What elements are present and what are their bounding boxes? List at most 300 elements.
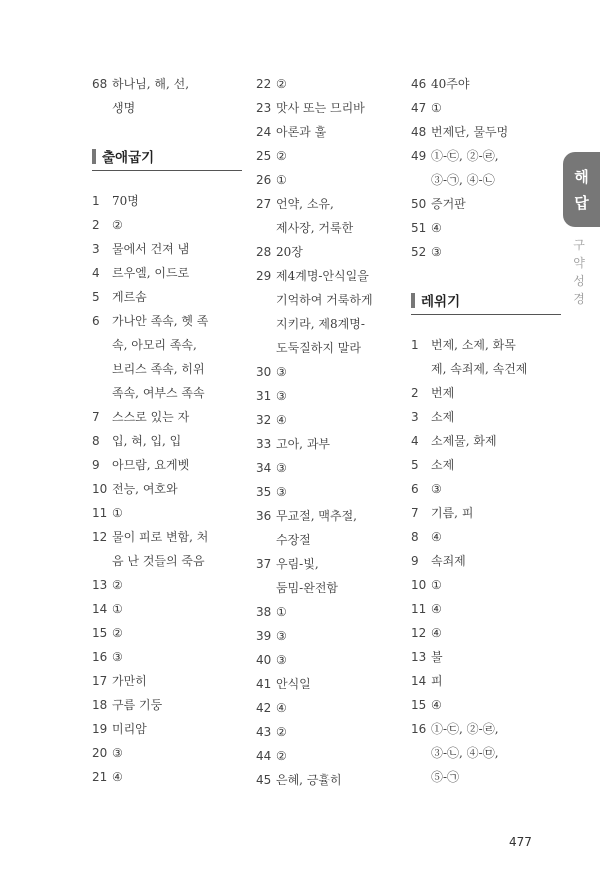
- answer-entry: [256, 192, 406, 240]
- answer-entry: [92, 189, 242, 213]
- answer-text: [112, 213, 242, 237]
- answer-entry: [256, 72, 406, 96]
- answer-text: [276, 96, 406, 120]
- question-number: 9: [92, 458, 100, 472]
- answer-text: [431, 501, 561, 525]
- answer-line: 지키라, 제8계명-: [276, 317, 365, 331]
- answer-line: 소제: [431, 458, 455, 472]
- answer-line: 물에서 건져 냄: [112, 242, 190, 256]
- answer-text: [431, 645, 561, 669]
- answer-line: 속죄제: [431, 554, 466, 568]
- answer-entry: [92, 72, 242, 120]
- answer-text: [112, 645, 242, 669]
- side-caption-old-testament: [569, 236, 589, 308]
- answer-line: 전능, 여호와: [112, 482, 178, 496]
- answer-text: [431, 216, 561, 240]
- answer-text: [276, 408, 406, 432]
- answer-line: 은혜, 긍휼히: [276, 773, 342, 787]
- answer-text: [276, 384, 406, 408]
- answer-line: ③: [276, 389, 287, 403]
- question-number: 40: [256, 653, 272, 667]
- answer-entry: [256, 240, 406, 264]
- answer-text: [276, 552, 406, 600]
- answer-entry: [411, 693, 561, 717]
- question-number: 32: [256, 413, 272, 427]
- question-number: 20: [92, 746, 108, 760]
- question-number: 14: [92, 602, 108, 616]
- question-number: 2: [411, 386, 419, 400]
- answer-text: [431, 96, 561, 120]
- question-number: 5: [411, 458, 419, 472]
- section-tab-char: 답: [574, 194, 589, 212]
- answer-text: [431, 72, 561, 96]
- answer-line: 구름 기둥: [112, 698, 163, 712]
- section-heading-title: 레위기: [421, 294, 461, 310]
- answer-entry: [256, 432, 406, 456]
- answer-line: 피: [431, 674, 443, 688]
- question-number: 41: [256, 677, 272, 691]
- question-number: 36: [256, 509, 272, 523]
- question-number: 10: [92, 482, 108, 496]
- answer-line: 제, 속죄제, 속건제: [431, 362, 528, 376]
- answer-line: 70명: [112, 194, 139, 208]
- answer-entry: [256, 720, 406, 744]
- answer-line: 속, 아모리 족속,: [112, 338, 197, 352]
- question-number: 29: [256, 269, 272, 283]
- question-number: 68: [92, 77, 108, 91]
- question-number: 31: [256, 389, 272, 403]
- answer-line: ③: [276, 461, 287, 475]
- answer-text: [276, 72, 406, 96]
- answer-text: [431, 429, 561, 453]
- answer-line: 고아, 과부: [276, 437, 330, 451]
- answer-line: ④: [431, 626, 442, 640]
- question-number: 35: [256, 485, 272, 499]
- answer-text: [431, 144, 561, 192]
- answer-text: [276, 120, 406, 144]
- answer-line: 물이 피로 변함, 처: [112, 530, 209, 544]
- answer-line: ③: [112, 650, 123, 664]
- answer-entry: [411, 72, 561, 96]
- answer-column-3: [411, 72, 561, 789]
- answer-entry: [256, 624, 406, 648]
- answer-line: 스스로 있는 자: [112, 410, 190, 424]
- answer-text: [276, 720, 406, 744]
- answer-text: [431, 621, 561, 645]
- answer-line: ②: [112, 578, 123, 592]
- answer-line: 소제물, 화제: [431, 434, 497, 448]
- answer-entry: [411, 645, 561, 669]
- question-number: 10: [411, 578, 427, 592]
- answer-line: 번제: [431, 386, 455, 400]
- answer-entry: [92, 621, 242, 645]
- answer-entry: [411, 477, 561, 501]
- answer-entry: [92, 765, 242, 789]
- answer-entry: [256, 360, 406, 384]
- question-number: 37: [256, 557, 272, 571]
- answer-text: [431, 477, 561, 501]
- answer-line: 게르솜: [112, 290, 147, 304]
- answer-entry: [256, 456, 406, 480]
- heading-marker-bar: [411, 293, 415, 308]
- answer-line: ④: [431, 698, 442, 712]
- answer-line: ①: [276, 173, 287, 187]
- answer-text: [276, 240, 406, 264]
- question-number: 15: [92, 626, 108, 640]
- question-number: 12: [411, 626, 427, 640]
- answer-line: 번제, 소제, 화목: [431, 338, 516, 352]
- question-number: 38: [256, 605, 272, 619]
- answer-line: ⑤-㉠: [431, 770, 460, 784]
- answer-text: [112, 525, 242, 573]
- answer-line: ①: [431, 101, 442, 115]
- question-number: 50: [411, 197, 427, 211]
- answer-entry: [411, 573, 561, 597]
- answer-line: ③-㉠, ④-㉡: [431, 173, 495, 187]
- answer-line: ①: [112, 506, 123, 520]
- question-number: 23: [256, 101, 272, 115]
- answer-text: [431, 333, 561, 381]
- question-number: 6: [92, 314, 100, 328]
- question-number: 7: [411, 506, 419, 520]
- answer-entry: [256, 600, 406, 624]
- answer-line: 수장절: [276, 533, 311, 547]
- answer-entry: [411, 240, 561, 264]
- answer-text: [276, 432, 406, 456]
- answer-text: [276, 480, 406, 504]
- answer-line: 제4계명-안식일을: [276, 269, 369, 283]
- answer-text: [276, 168, 406, 192]
- answer-line: ③: [276, 485, 287, 499]
- answer-text: [431, 240, 561, 264]
- answer-text: [276, 264, 406, 360]
- question-number: 22: [256, 77, 272, 91]
- answer-entry: [256, 648, 406, 672]
- answer-text: [431, 192, 561, 216]
- answer-entry: [411, 597, 561, 621]
- question-number: 51: [411, 221, 427, 235]
- answer-entry: [92, 501, 242, 525]
- answer-text: [431, 693, 561, 717]
- question-number: 2: [92, 218, 100, 232]
- answer-entry: [92, 309, 242, 405]
- question-number: 8: [411, 530, 419, 544]
- answer-text: [112, 285, 242, 309]
- answer-entry: [411, 453, 561, 477]
- answer-text: [112, 573, 242, 597]
- section-heading-title: 출애굽기: [102, 150, 155, 166]
- answer-text: [276, 744, 406, 768]
- answer-line: ②: [276, 749, 287, 763]
- answer-line: 20장: [276, 245, 303, 259]
- page-number: 477: [509, 835, 532, 849]
- answer-line: 안식일: [276, 677, 311, 691]
- answer-text: [431, 453, 561, 477]
- answer-entry: [256, 408, 406, 432]
- answer-line: ④: [431, 530, 442, 544]
- side-caption-char: 약: [573, 256, 585, 270]
- question-number: 8: [92, 434, 100, 448]
- question-number: 49: [411, 149, 427, 163]
- answer-text: [276, 648, 406, 672]
- answer-text: [431, 525, 561, 549]
- answer-entry: [92, 645, 242, 669]
- answer-entry: [256, 144, 406, 168]
- answer-line: 음 난 것들의 죽음: [112, 554, 205, 568]
- answer-entry: [92, 741, 242, 765]
- answer-entry: [411, 144, 561, 192]
- section-tab-char: 해: [574, 168, 589, 186]
- answer-entry: [411, 192, 561, 216]
- answer-line: ①: [112, 602, 123, 616]
- answer-line: ①-㉢, ②-㉣,: [431, 722, 499, 736]
- answer-entry: [411, 525, 561, 549]
- answer-entry: [411, 405, 561, 429]
- answer-text: [431, 717, 561, 789]
- answer-line: ③: [431, 482, 442, 496]
- answer-text: [276, 504, 406, 552]
- answer-entry: [256, 384, 406, 408]
- answer-line: 가나안 족속, 헷 족: [112, 314, 209, 328]
- answer-text: [276, 456, 406, 480]
- answer-line: ②: [276, 77, 287, 91]
- answer-text: [112, 477, 242, 501]
- question-number: 39: [256, 629, 272, 643]
- answer-entry: [411, 333, 561, 381]
- answer-entry: [92, 285, 242, 309]
- answer-text: [112, 597, 242, 621]
- answer-line: 가만히: [112, 674, 147, 688]
- answer-entry: [411, 429, 561, 453]
- answer-text: [276, 192, 406, 240]
- answer-entry: [411, 669, 561, 693]
- answer-line: 족속, 여부스 족속: [112, 386, 205, 400]
- answer-line: 생명: [112, 101, 136, 115]
- question-number: 26: [256, 173, 272, 187]
- answer-entry: [92, 477, 242, 501]
- answer-entry: [411, 96, 561, 120]
- answer-text: [112, 669, 242, 693]
- answer-entry: [411, 621, 561, 645]
- question-number: 48: [411, 125, 427, 139]
- answer-line: 아므람, 요게벳: [112, 458, 190, 472]
- answer-entry: [256, 480, 406, 504]
- question-number: 27: [256, 197, 272, 211]
- answer-line: 40주야: [431, 77, 470, 91]
- answer-text: [431, 573, 561, 597]
- answer-text: [276, 672, 406, 696]
- question-number: 9: [411, 554, 419, 568]
- question-number: 33: [256, 437, 272, 451]
- question-number: 52: [411, 245, 427, 259]
- answer-entry: [256, 552, 406, 600]
- heading-marker-bar: [92, 149, 96, 164]
- answer-text: [431, 669, 561, 693]
- question-number: 7: [92, 410, 100, 424]
- side-caption-char: 성: [573, 274, 585, 288]
- question-number: 11: [92, 506, 108, 520]
- answer-entry: [411, 216, 561, 240]
- answer-line: 우림-빛,: [276, 557, 319, 571]
- question-number: 6: [411, 482, 419, 496]
- answer-entry: [256, 768, 406, 792]
- answer-column-2: [256, 72, 406, 792]
- answer-entry: [256, 504, 406, 552]
- answer-entry: [92, 453, 242, 477]
- question-number: 43: [256, 725, 272, 739]
- answer-entry: [92, 573, 242, 597]
- question-number: 1: [92, 194, 100, 208]
- question-number: 15: [411, 698, 427, 712]
- question-number: 47: [411, 101, 427, 115]
- question-number: 5: [92, 290, 100, 304]
- answer-text: [112, 717, 242, 741]
- answer-entry: [256, 120, 406, 144]
- answer-text: [112, 72, 242, 120]
- answer-line: 소제: [431, 410, 455, 424]
- answer-entry: [92, 597, 242, 621]
- answer-line: 맛사 또는 므리바: [276, 101, 365, 115]
- answer-line: 무교절, 맥추절,: [276, 509, 357, 523]
- section-heading: [92, 142, 242, 171]
- answer-entry: [411, 717, 561, 789]
- answer-entry: [92, 669, 242, 693]
- answer-line: ④: [431, 602, 442, 616]
- answer-line: ③: [276, 653, 287, 667]
- answer-line: ④: [431, 221, 442, 235]
- answer-entry: [92, 717, 242, 741]
- answer-entry: [256, 696, 406, 720]
- answer-entry: [92, 525, 242, 573]
- answer-line: 입, 혀, 입, 입: [112, 434, 182, 448]
- answer-line: 미리암: [112, 722, 147, 736]
- answer-line: ②: [112, 218, 123, 232]
- section-heading: [411, 286, 561, 315]
- answer-entry: [92, 237, 242, 261]
- answer-line: ③-㉡, ④-㉤,: [431, 746, 499, 760]
- answer-text: [276, 768, 406, 792]
- question-number: 3: [92, 242, 100, 256]
- answer-line: ③: [276, 365, 287, 379]
- answer-entry: [92, 261, 242, 285]
- side-caption-char: 경: [573, 292, 585, 306]
- question-number: 13: [411, 650, 427, 664]
- question-number: 18: [92, 698, 108, 712]
- answer-line: ②: [276, 725, 287, 739]
- question-number: 11: [411, 602, 427, 616]
- answer-line: ①: [431, 578, 442, 592]
- answer-line: ①: [276, 605, 287, 619]
- answer-text: [276, 144, 406, 168]
- answer-text: [112, 501, 242, 525]
- answer-entry: [92, 693, 242, 717]
- answer-text: [112, 453, 242, 477]
- side-caption-char: 구: [573, 238, 585, 252]
- answer-line: 번제단, 물두멍: [431, 125, 509, 139]
- answer-entry: [411, 120, 561, 144]
- question-number: 16: [92, 650, 108, 664]
- answer-line: 불: [431, 650, 443, 664]
- answer-text: [431, 405, 561, 429]
- answer-entry: [92, 213, 242, 237]
- answer-text: [431, 549, 561, 573]
- answer-line: ③: [112, 746, 123, 760]
- answer-text: [276, 600, 406, 624]
- answer-text: [431, 381, 561, 405]
- answer-entry: [256, 672, 406, 696]
- answer-text: [112, 429, 242, 453]
- answer-text: [276, 360, 406, 384]
- question-number: 4: [92, 266, 100, 280]
- question-number: 45: [256, 773, 272, 787]
- answer-text: [112, 189, 242, 213]
- answer-text: [276, 624, 406, 648]
- question-number: 44: [256, 749, 272, 763]
- answer-line: 아론과 훌: [276, 125, 327, 139]
- answer-entry: [256, 96, 406, 120]
- answer-entry: [92, 429, 242, 453]
- answer-line: ④: [276, 413, 287, 427]
- question-number: 25: [256, 149, 272, 163]
- answer-entry: [256, 168, 406, 192]
- question-number: 28: [256, 245, 272, 259]
- answer-text: [112, 621, 242, 645]
- question-number: 1: [411, 338, 419, 352]
- answer-line: 제사장, 거룩한: [276, 221, 354, 235]
- answer-text: [112, 261, 242, 285]
- answer-text: [276, 696, 406, 720]
- question-number: 46: [411, 77, 427, 91]
- question-number: 3: [411, 410, 419, 424]
- section-tab-answers: [563, 152, 600, 227]
- answer-text: [112, 741, 242, 765]
- answer-line: ②: [276, 149, 287, 163]
- question-number: 14: [411, 674, 427, 688]
- answer-text: [431, 597, 561, 621]
- answer-line: ④: [276, 701, 287, 715]
- answer-text: [112, 237, 242, 261]
- question-number: 12: [92, 530, 108, 544]
- question-number: 42: [256, 701, 272, 715]
- answer-line: ③: [276, 629, 287, 643]
- answer-text: [112, 405, 242, 429]
- answer-line: ②: [112, 626, 123, 640]
- answer-entry: [256, 744, 406, 768]
- answer-line: 둠밈-완전함: [276, 581, 339, 595]
- answer-entry: [92, 405, 242, 429]
- question-number: 21: [92, 770, 108, 784]
- question-number: 19: [92, 722, 108, 736]
- question-number: 16: [411, 722, 427, 736]
- question-number: 24: [256, 125, 272, 139]
- question-number: 13: [92, 578, 108, 592]
- answer-entry: [411, 549, 561, 573]
- answer-line: 브리스 족속, 히위: [112, 362, 205, 376]
- answer-line: 증거판: [431, 197, 466, 211]
- answer-text: [112, 693, 242, 717]
- answer-line: ③: [431, 245, 442, 259]
- answer-line: 언약, 소유,: [276, 197, 334, 211]
- question-number: 30: [256, 365, 272, 379]
- question-number: 4: [411, 434, 419, 448]
- question-number: 34: [256, 461, 272, 475]
- answer-entry: [256, 264, 406, 360]
- answer-text: [112, 309, 242, 405]
- answer-text: [431, 120, 561, 144]
- answer-line: ④: [112, 770, 123, 784]
- answer-line: 르우엘, 이드로: [112, 266, 190, 280]
- question-number: 17: [92, 674, 108, 688]
